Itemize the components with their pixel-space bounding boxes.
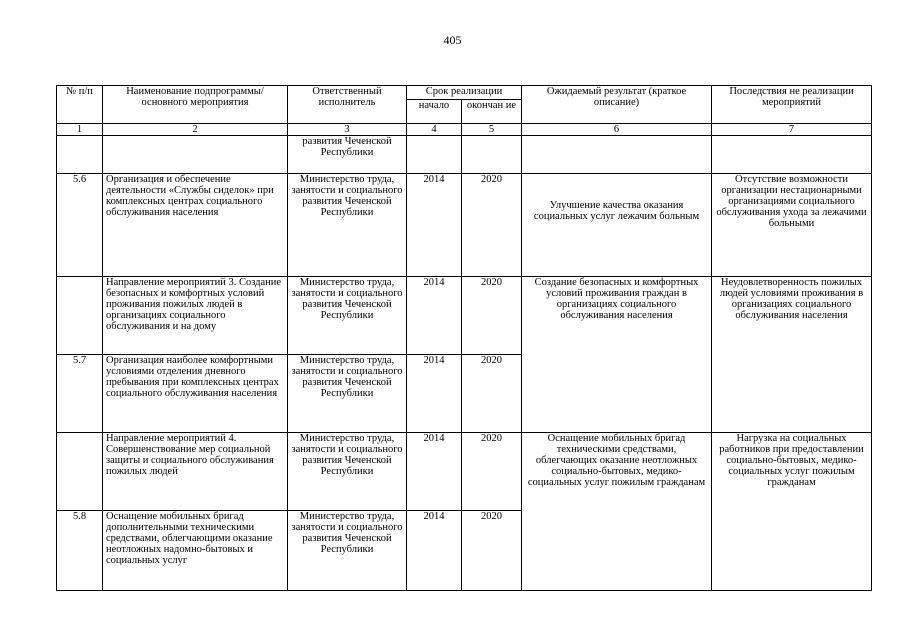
row-num: 5.8	[57, 511, 103, 591]
row-end: 2020	[462, 511, 522, 591]
column-number: 3	[288, 124, 407, 136]
column-number: 7	[712, 124, 872, 136]
row-executor: Министерство труда, занятости и социального развития Чеченской Республики	[288, 433, 407, 511]
row-end: 2020	[462, 174, 522, 277]
row-executor: Министерство труда, занятости и социального развития Чеченской Республики	[288, 277, 407, 355]
row-consequences: Отсутствие возможности организации нестационарными организациями социального обслуживания ухода за лежачими больными	[712, 174, 872, 277]
row-consequences: Неудовлетворенность пожилых людей условиями проживания в организациях социального обслуживания населения	[712, 277, 872, 433]
page-number: 405	[443, 33, 462, 47]
header-num: № п/п	[57, 86, 103, 124]
row-result: Оснащение мобильных бригад техническими средствами, облегчающих оказание неотложных социально-бытовых, медико-социальных услуг пожилым гражданам	[522, 433, 712, 591]
header-start: начало	[407, 100, 462, 124]
row-name: Направление мероприятий 4. Совершенствование мер социальной защиты и социального обслуживания пожилых людей	[103, 433, 288, 511]
row-start: 2014	[407, 433, 462, 511]
row-end: 2020	[462, 433, 522, 511]
column-number-row	[57, 124, 872, 136]
header-end: окончан ие	[462, 100, 522, 124]
row-executor: Министерство труда, занятости и социального развития Чеченской Республики	[288, 355, 407, 433]
table-row-5-6	[57, 174, 872, 277]
row-start: 2014	[407, 511, 462, 591]
row-executor: Министерство труда, занятости и социального развития Чеченской Республики	[288, 174, 407, 277]
row-start: 2014	[407, 174, 462, 277]
header-name: Наименование подпрограммы/ основного мероприятия	[103, 86, 288, 124]
column-number: 2	[103, 124, 288, 136]
header-term: Срок реализации	[407, 86, 522, 100]
row-num: 5.6	[57, 174, 103, 277]
row-name: Организация и обеспечение деятельности «Службы сиделок» при комплексных центрах социального обслуживания населения	[103, 174, 288, 277]
row-result: Улучшение качества оказания социальных услуг лежачим больным	[522, 174, 712, 277]
row-start: 2014	[407, 277, 462, 355]
row-consequences: Нагрузка на социальных работников при предоставлении социально-бытовых, медико-социальных услуг пожилым гражданам	[712, 433, 872, 591]
column-number: 5	[462, 124, 522, 136]
header-result: Ожидаемый результат (краткое описание)	[522, 86, 712, 124]
header-executor: Ответственный исполнитель	[288, 86, 407, 124]
row-result: Создание безопасных и комфортных условий проживания граждан в организациях социального обслуживания населения	[522, 277, 712, 433]
column-number: 4	[407, 124, 462, 136]
row-end: 2020	[462, 355, 522, 433]
row-executor: развития Чеченской Республики	[288, 136, 407, 174]
column-number: 1	[57, 124, 103, 136]
row-executor: Министерство труда, занятости и социального развития Чеченской Республики	[288, 511, 407, 591]
program-table	[56, 85, 872, 591]
table-row-direction-4	[57, 433, 872, 511]
row-name: Оснащение мобильных бригад дополнительными техническими средствами, облегчающими оказание неотложных надомно-бытовых и социальных услуг	[103, 511, 288, 591]
row-end: 2020	[462, 277, 522, 355]
column-number: 6	[522, 124, 712, 136]
row-num: 5.7	[57, 355, 103, 433]
row-start: 2014	[407, 355, 462, 433]
header-consequences: Последствия не реализации мероприятий	[712, 86, 872, 124]
row-name: Организация наиболее комфортными условиями отделения дневного пребывания при комплексных центрах социального обслуживания населения	[103, 355, 288, 433]
table-row-continuation	[57, 136, 872, 174]
row-name: Направление мероприятий 3. Создание безопасных и комфортных условий проживания пожилых людей в организациях социального обслуживания и на дому	[103, 277, 288, 355]
table-row-direction-3	[57, 277, 872, 355]
